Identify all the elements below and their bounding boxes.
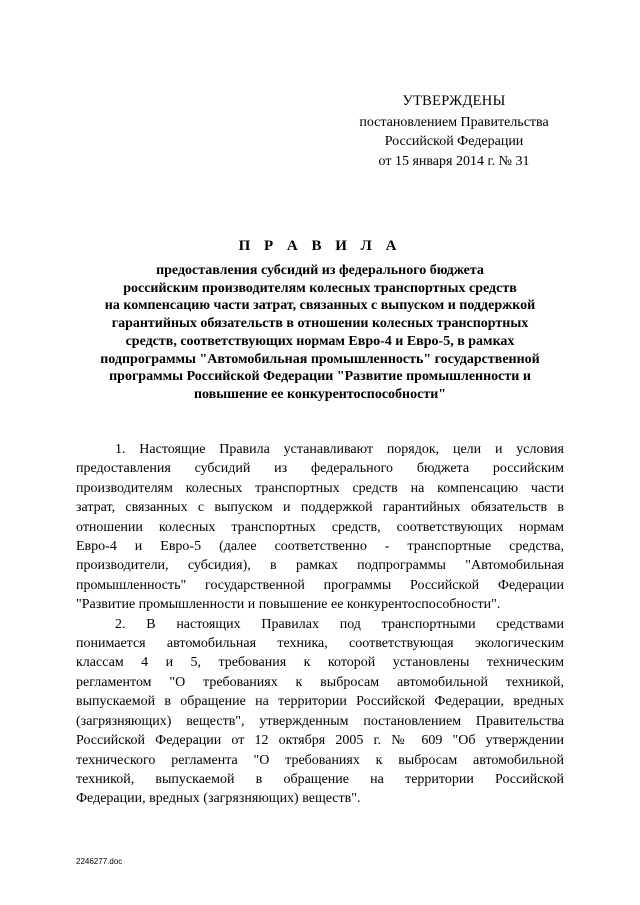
text-line: 1. Настоящие Правила устанавливают порядок, цели и условия bbox=[115, 442, 564, 457]
rules-subtitle bbox=[80, 262, 560, 404]
approval-line: постановлением Правительства bbox=[359, 114, 549, 130]
approval-line: Российской Федерации bbox=[384, 134, 524, 149]
text-line: Российской Федерации от 12 октября 2005 г. № 609 "Об утверждении bbox=[76, 733, 564, 749]
paragraph-1 bbox=[76, 440, 564, 615]
text-line: "Развитие промышленности и повышение ее конкурентоспособности". bbox=[76, 597, 501, 613]
text-line: (загрязняющих) веществ", утвержденным постановлением Правительства bbox=[76, 713, 564, 729]
text-line: производители, субсидия), в рамках подпрограммы "Автомобильная bbox=[76, 558, 564, 574]
text-line: классам 4 и 5, требования к которой установлены техническим bbox=[76, 655, 564, 671]
footer-doc-id: 2246277.doc bbox=[76, 857, 123, 866]
approval-line: от 15 января 2014 г. № 31 bbox=[378, 153, 530, 169]
text-line: выпускаемой в обращение на территории Российской Федерации, вредных bbox=[76, 694, 564, 710]
subtitle-line: гарантийных обязательств в отношении колесных транспортных bbox=[111, 316, 529, 332]
subtitle-line: программы Российской Федерации "Развитие промышленности и bbox=[109, 369, 531, 385]
text-line: затрат, связанных с выпуском и поддержкой гарантийных обязательств в bbox=[76, 500, 564, 516]
approval-block bbox=[344, 92, 564, 171]
text-line: промышленность" государственной программы Российской Федерации bbox=[76, 577, 564, 593]
subtitle-line: средств, соответствующих нормам Евро-4 и Евро-5, в рамках bbox=[125, 333, 515, 349]
subtitle-line: подпрограммы "Автомобильная промышленность" государственной bbox=[100, 351, 540, 367]
text-line: производителям колесных транспортных средств на компенсацию части bbox=[76, 480, 564, 496]
approval-title: УТВЕРЖДЕНЫ bbox=[402, 93, 506, 109]
text-line: понимается автомобильная техника, соответствующая экологическим bbox=[76, 636, 564, 652]
paragraph-2 bbox=[76, 615, 564, 809]
text-line: Федерации, вредных (загрязняющих) веществ". bbox=[76, 791, 361, 807]
text-line: технического регламента "О требованиях к выбросам автомобильной bbox=[76, 752, 564, 768]
subtitle-line: предоставления субсидий из федерального бюджета bbox=[156, 263, 484, 278]
text-line: отношении колесных транспортных средств, соответствующих нормам bbox=[76, 519, 564, 535]
subtitle-line: повышение ее конкурентоспособности" bbox=[193, 386, 447, 402]
subtitle-line: на компенсацию части затрат, связанных с выпуском и поддержкой bbox=[104, 298, 536, 314]
text-line: регламентом "О требованиях к выбросам автомобильной техникой, bbox=[76, 674, 564, 690]
body-text bbox=[76, 440, 564, 809]
text-line: техникой, выпускаемой в обращение на территории Российской bbox=[76, 771, 564, 787]
text-line: 2. В настоящих Правилах под транспортными средствами bbox=[115, 616, 564, 632]
text-line: Евро-4 и Евро-5 (далее соответственно - транспортные средства, bbox=[76, 539, 564, 555]
subtitle-line: российским производителям колесных транспортных средств bbox=[123, 280, 517, 296]
rules-title: П Р А В И Л А bbox=[238, 238, 402, 254]
text-line: предоставления субсидий из федерального бюджета российским bbox=[76, 461, 564, 477]
